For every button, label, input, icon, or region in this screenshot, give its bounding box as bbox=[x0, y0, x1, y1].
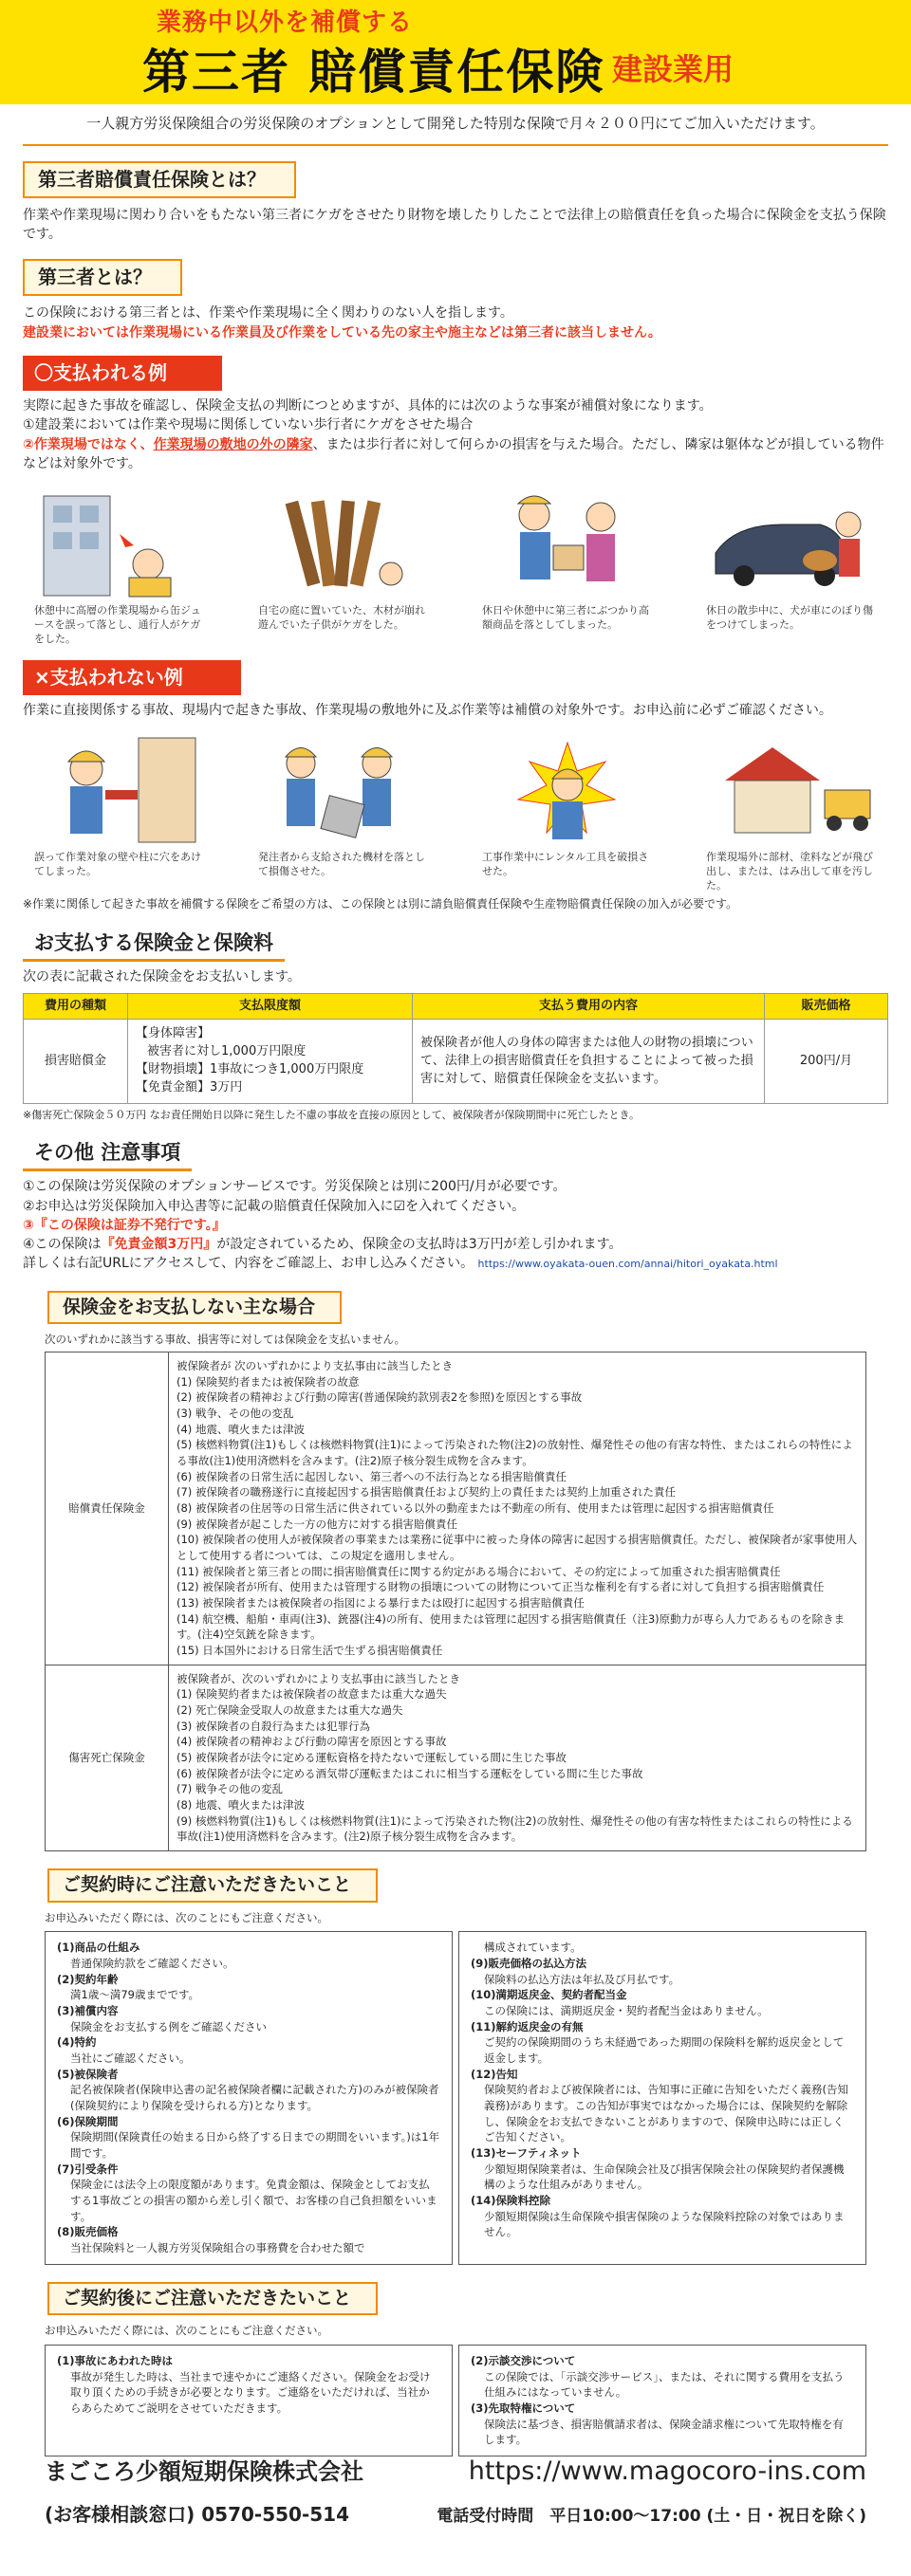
third-party-warning: 建設業においては作業現場にいる作業員及び作業をしている先の家主や施主などは第三者に該当しません。 bbox=[23, 324, 661, 340]
other-heading: その他 注意事項 bbox=[23, 1136, 192, 1171]
liability-item: (13) 被保険者または被保険者の指図による暴行または殴打に起因する損害賠償責任 bbox=[177, 1595, 585, 1610]
list-item-text: 少額短期保険業者は、生命保険会社及び損害保険会社の保険契約者保護機構のような仕組みがありません。 bbox=[484, 2162, 845, 2192]
liability-item: (3) 戦争、その他の変乱 bbox=[177, 1406, 294, 1420]
list-item-title: (13)セーフティネット bbox=[471, 2146, 582, 2161]
contract-columns bbox=[45, 1931, 866, 2264]
fees-col-type: 費用の種類 bbox=[24, 993, 128, 1020]
after-right-column bbox=[458, 2345, 866, 2456]
list-item-title: (12)告知 bbox=[471, 2067, 518, 2081]
paid-examples bbox=[0, 473, 911, 647]
list-item-title: (5)被保険者 bbox=[57, 2067, 119, 2081]
death-label: 傷害死亡保険金 bbox=[46, 1665, 169, 1850]
list-item-text: この保険では、「示談交渉サービス」、または、それに関する費用を支払う仕組みにはなっていません。 bbox=[484, 2369, 845, 2400]
death-item: (1) 保険契約者または被保険者の故意または重大な過失 bbox=[177, 1687, 447, 1702]
death-item: (7) 戦争その他の変乱 bbox=[177, 1782, 283, 1796]
after-intro: お申込みいただく際には、次のことにもご注意ください。 bbox=[45, 2324, 328, 2338]
fees-note: ※傷害死亡保険金５０万円 なお責任開始日以降に発生した不慮の事故を直接の原因として、被保険者が保険期間中に死亡したとき。 bbox=[23, 1108, 641, 1121]
exclusions-intro: 次のいずれかに該当する事故、損害等に対しては保険金を支払いません。 bbox=[45, 1333, 406, 1347]
liability-item: (9) 被保険者が起こした一方の他方に対する損害賠償責任 bbox=[177, 1517, 457, 1531]
collision-icon bbox=[482, 487, 653, 600]
death-item: (6) 被保険者が法令に定める酒気帯び運転またはこれに相当する運転をしている間に生じた事故 bbox=[177, 1766, 643, 1780]
list-item bbox=[57, 2353, 440, 2417]
contract-heading: ご契約時にご注意いただきたいこと bbox=[47, 1868, 378, 1903]
not-paid-example-1-caption: 誤って作業対象の壁や柱に穴をあけてしまった。 bbox=[34, 850, 201, 877]
death-item: (3) 被保険者の自殺行為または犯罪行為 bbox=[177, 1719, 370, 1733]
fees-intro: 次の表に記載された保険金をお支払いします。 bbox=[23, 969, 301, 985]
list-item-text: 記名被保険者(保険申込書の記名被保険者欄に記載された方)のみが被保険者(保険契約により保険を受けられる方)となります。 bbox=[70, 2083, 439, 2112]
list-item-title: (6)保険期間 bbox=[57, 2114, 119, 2128]
dropped-material-icon bbox=[258, 733, 429, 847]
list-item bbox=[471, 2401, 854, 2448]
fees-table bbox=[23, 993, 888, 1104]
other-item-3: ③『この保険は証券不発行です。』 bbox=[23, 1217, 226, 1233]
liability-cell: 被保険者が 次のいずれかにより支払事由に該当したとき (1) 保険契約者または被保険者の故意 (2) 被保険者の精神および行動の障害(普通保険約款別表2を参照)を原因とする事故 (3) 戦争、その他の変乱 (4) 地震、噴火または津波 (5) 核燃料物質(注1)もしくは核燃料物質(注1)によって汚染された物(注2)の放射性、爆発性その他の有害な特性、またはこれらの特性による事故(注1)使用済燃料を含みます。(注2)原子核分裂生成物を含みます。 (6) 被保険者の日常生活に起因しない、第三者への不法行為となる損害賠償責任 (7) 被保険者の職務遂行に直接起因する損害賠償責任および契約上の責任または契約上加重された責任 (8) 被保険者の住居等の日常生活に供されている以外の動産または不動産の所有、使用または管理に起因する損害賠償責任 (9) 被保険者が起こした一方の他方に対する損害賠償責任 (10) 被保険者の使用人が被保険者の事業または業務に従事中に被った身体の障害に起因する損害賠償責任。ただし、被保険者が家事使用人として使用する者については、この規定を適用しません。 (11) 被保険者と第三者との間に損害賠償責任に関する約定がある場合において、その約定によって加重された損害賠償責任 (12) 被保険者が所有、使用または管理する財物の損壊についての財物について正当な権利を有する者に対して負担する損害賠償責任 (13) 被保険者または被保険者の指図による暴行または殴打に起因する損害賠償責任 (14) 航空機、船舶・車両(注3)、銃器(注4)の所有、使用または管理に起因する損害賠償責任（注3)原動力が専ら人力であるものを除きます。(注4)空気銃を除きます。 (15) 日本国外における日常生活で生ずる損害賠償責任 bbox=[169, 1352, 866, 1665]
paid-example-1 bbox=[34, 487, 205, 647]
company-name: まごころ少額短期保険株式会社 bbox=[45, 2458, 363, 2485]
list-item bbox=[471, 1987, 854, 2018]
list-item bbox=[57, 2067, 440, 2114]
what-is-heading: 第三者賠償責任保険とは？ bbox=[23, 161, 296, 198]
not-paid-example-1 bbox=[34, 733, 205, 893]
not-paid-note: ※作業に関係して起きた事故を補償する保険をご希望の方は、この保険とは別に請負賠償責任保険や生産物賠償責任保険の加入が必要です。 bbox=[23, 897, 738, 911]
phone-hours: 電話受付時間 平日10:00〜17:00 (土・日・祝日を除く) bbox=[437, 2507, 866, 2527]
fees-limit-cell: 【身体障害】 被害者に対し1,000万円限度 【財物損壊】1事故につき1,000万円限度 【免責金額】3万円 bbox=[128, 1020, 413, 1103]
list-item bbox=[471, 2353, 854, 2401]
list-item-text: 保険金には法令上の限度額があります。免責金額は、保険金としてお支払する1事故ごとの損害の額から差し引く額で、お客様の自己負担額をいいます。 bbox=[70, 2178, 437, 2223]
list-item-text: 事故が発生した時は、当社まで速やかにご連絡ください。保険金をお受け取り頂くための手続きが必要となります。ご連絡をいただければ、当社からあらためてご説明をさせていただきます。 bbox=[70, 2369, 431, 2415]
other-item-2: ②お申込は労災保険加入申込書等に記載の賠償責任保険加入に☑を入れてください。 bbox=[23, 1198, 526, 1214]
list-item-text: 保険金をお支払する例をご確認ください bbox=[70, 2019, 267, 2033]
not-paid-example-4 bbox=[706, 733, 877, 893]
list-item bbox=[57, 2162, 440, 2225]
list-item-title: (8)販売価格 bbox=[57, 2225, 119, 2239]
liability-item: (8) 被保険者の住居等の日常生活に供されている以外の動産または不動産の所有、使用または管理に起因する損害賠償責任 bbox=[177, 1500, 774, 1515]
not-paid-example-3 bbox=[482, 733, 653, 893]
list-item-text: 少額短期保険は生命保険や損害保険のような保険料控除の対象ではありません。 bbox=[484, 2209, 845, 2239]
death-item: (2) 死亡保険金受取人の故意または重大な過失 bbox=[177, 1703, 403, 1718]
paid-item-1: ①建設業においては作業や現場に関係していない歩行者にケガをさせた場合 bbox=[23, 417, 474, 433]
fees-content-cell: 被保険者が他人の身体の障害または他人の財物の損壊について、法律上の損害賠償責任を負担することによって被った損害に対して、賠償責任保険金を支払います。 bbox=[413, 1020, 765, 1103]
liability-item: (7) 被保険者の職務遂行に直接起因する損害賠償責任および契約上の責任または契約上加重された責任 bbox=[177, 1485, 676, 1500]
not-paid-example-2-caption: 発注者から支給された機材を落として損傷させた。 bbox=[258, 850, 425, 877]
list-item-text: 保険期間(保険責任の始まる日から終了する日までの期間をいいます。)は1年間です。 bbox=[70, 2130, 440, 2161]
list-item bbox=[57, 1940, 440, 1971]
list-item bbox=[471, 2193, 854, 2240]
list-item-title: (3)補償内容 bbox=[57, 2003, 119, 2017]
paid-example-2-caption: 自宅の庭に置いていた、木材が崩れ遊んでいた子供がケガをした。 bbox=[258, 604, 425, 631]
not-paid-examples bbox=[0, 720, 911, 893]
liability-item: (4) 地震、噴火または津波 bbox=[177, 1422, 305, 1436]
after-heading: ご契約後にご注意いただきたいこと bbox=[47, 2282, 378, 2316]
list-item bbox=[57, 2114, 440, 2162]
list-item-title: (2)示談交渉について bbox=[471, 2353, 576, 2367]
list-item-title: (1)事故にあわれた時は bbox=[57, 2353, 174, 2367]
list-item-title: (1)商品の仕組み bbox=[57, 1941, 140, 1955]
liability-item: (5) 核燃料物質(注1)もしくは核燃料物質(注1)によって汚染された物(注2)の放射性、爆発性その他の有害な特性、またはこれらの特性による事故(注1)使用済燃料を含みます。(注2)原子核分裂生成物を含みます。 bbox=[177, 1438, 853, 1467]
footer bbox=[0, 2453, 911, 2529]
splash-car-icon bbox=[706, 733, 877, 847]
death-list bbox=[177, 1686, 858, 1845]
exclusions-heading: 保険金をお支払しない主な場合 bbox=[47, 1291, 342, 1325]
list-item-text: 保険法に基づき、損害賠償請求者は、保険金請求権について先取特権を有します。 bbox=[484, 2417, 844, 2447]
death-item: (5) 被保険者が法令に定める運転資格を持たないで運転している間に生じた事故 bbox=[177, 1751, 567, 1765]
death-item: (8) 地震、噴火または津波 bbox=[177, 1798, 305, 1812]
paid-example-2 bbox=[258, 487, 429, 647]
list-item-text: 保険料の払込方法は年払及び月払です。 bbox=[484, 1972, 680, 1986]
list-item-text: 当社にご確認ください。 bbox=[70, 2051, 191, 2065]
fees-col-content: 支払う費用の内容 bbox=[413, 993, 765, 1020]
list-item-title: (11)解約返戻金の有無 bbox=[471, 2019, 584, 2033]
liability-item: (6) 被保険者の日常生活に起因しない、第三者への不法行為となる損害賠償責任 bbox=[177, 1469, 567, 1483]
liability-list bbox=[177, 1374, 858, 1659]
header-subtitle: 業務中以外を補償する bbox=[157, 9, 414, 37]
other-item-5: 詳しくは右記URLにアクセスして、内容をご確認上、お申し込みください。 https://www.oyakata-ouen.com/annai/hitori_oyakata.html bbox=[23, 1256, 778, 1272]
dog-car-icon bbox=[706, 487, 877, 600]
death-cell: 被保険者が、次のいずれかにより支払事由に該当したとき (1) 保険契約者または被保険者の故意または重大な過失 (2) 死亡保険金受取人の故意または重大な過失 (3) 被保険者の自殺行為または犯罪行為 (4) 被保険者の精神および行動の障害を原因とする事故 (5) 被保険者が法令に定める運転資格を持たないで運転している間に生じた事故 (6) 被保険者が法令に定める酒気帯び運転またはこれに相当する運転をしている間に生じた事故 (7) 戦争その他の変乱 (8) 地震、噴火または津波 (9) 核燃料物質(注1)もしくは核燃料物質(注1)によって汚染された物(注2)の放射性、爆発性その他の有害な特性またはこれらの特性による事故(注1)使用済燃料を含みます。(注2)原子核分裂生成物を含みます。 bbox=[169, 1665, 866, 1850]
list-item-text: 構成されています。 bbox=[484, 1941, 582, 1955]
what-is-body: 作業や作業現場に関わり合いをもたない第三者にケガをさせたり財物を壊したりしたことで法律上の賠償責任を負った場合に保険金を支払う保険です。 bbox=[23, 207, 886, 243]
list-item-text: この保険には、満期返戻金・契約者配当金はありません。 bbox=[484, 2003, 769, 2017]
broken-tool-icon bbox=[482, 733, 653, 847]
list-item bbox=[471, 2145, 854, 2193]
paid-example-1-caption: 休憩中に高層の作業現場から缶ジュースを誤って落とし、通行人がケガをした。 bbox=[34, 604, 201, 645]
list-item-text: ご契約の保険期間のうち未経過であった期間の保険料を解約返戻金として返金します。 bbox=[484, 2035, 845, 2065]
liability-label: 賠償責任保険金 bbox=[46, 1352, 169, 1665]
list-item-text: 保険契約者および被保険者には、告知事に正確に告知をいただく義務(告知義務)があります。この告知が事実ではなかった場合には、保険契約を解除し、保険金をお支払できないことがありますので、保険申込時には正しくご告知ください。 bbox=[484, 2083, 848, 2144]
liability-item: (1) 保険契約者または被保険者の故意 bbox=[177, 1374, 360, 1389]
list-item-text: 普通保険約款をご確認ください。 bbox=[70, 1956, 234, 1970]
exclusions-table bbox=[45, 1352, 866, 1851]
other-item-1: ①この保険は労災保険のオプションサービスです。労災保険とは別に200円/月が必要です。 bbox=[23, 1179, 567, 1195]
wall-drill-icon bbox=[34, 733, 205, 847]
list-item bbox=[57, 2034, 440, 2066]
liability-item: (10) 被保険者の使用人が被保険者の事業または業務に従事中に被った身体の障害に起因する損害賠償責任。ただし、被保険者が家事使用人として使用する者については、この規定を適用しません。 bbox=[177, 1533, 858, 1562]
paid-example-4-caption: 休日の散歩中に、犬が車にのぼり傷をつけてしまった。 bbox=[706, 604, 873, 631]
list-item bbox=[471, 2019, 854, 2067]
info-link[interactable]: https://www.oyakata-ouen.com/annai/hitori_oyakata.html bbox=[477, 1258, 778, 1271]
paid-item-2: ②作業現場ではなく、作業現場の敷地の外の隣家、または歩行者に対して何らかの損害を与えた場合。ただし、隣家は躯体などが損している物件などは対象外です。 bbox=[23, 436, 884, 471]
list-item bbox=[57, 2003, 440, 2034]
fees-col-price: 販売価格 bbox=[765, 993, 888, 1020]
lead-text: 一人親方労災保険組合の労災保険のオプションとして開発した特別な保険で月々２００円にてご加入いただけます。 bbox=[86, 115, 825, 132]
fees-type-cell: 損害賠償金 bbox=[24, 1020, 128, 1103]
death-item: (4) 被保険者の精神および行動の障害を原因とする事故 bbox=[177, 1735, 447, 1749]
liability-item: (11) 被保険者と第三者との間に損害賠償責任に関する約定がある場合において、その約定によって加重された損害賠償責任 bbox=[177, 1564, 781, 1578]
table-row bbox=[46, 1665, 866, 1850]
after-left-column bbox=[45, 2345, 453, 2456]
fees-heading: お支払する保険金と保険料 bbox=[23, 927, 285, 962]
third-party-body: この保険における第三者とは、作業や作業現場に全く関わりのない人を指します。 bbox=[23, 305, 513, 322]
list-item bbox=[471, 1956, 854, 1987]
list-item-title: (4)特約 bbox=[57, 2035, 97, 2050]
fees-col-limit: 支払限度額 bbox=[128, 993, 413, 1020]
death-item: (9) 核燃料物質(注1)もしくは核燃料物質(注1)によって汚染された物(注2)の放射性、爆発性その他の有害な特性またはこれらの特性による事故(注1)使用済燃料を含みます。(注2)原子核分裂生成物を含みます。 bbox=[177, 1813, 853, 1844]
header-title: 第三者 賠償責任保険 bbox=[142, 45, 605, 100]
list-item-text: 満1歳〜満79歳までです。 bbox=[70, 1988, 200, 2002]
third-party-heading: 第三者とは？ bbox=[23, 259, 182, 296]
liability-item: (14) 航空機、船舶・車両(注3)、銃器(注4)の所有、使用または管理に起因する損害賠償責任（注3)原動力が専ら人力であるものを除きます。(注4)空気銃を除きます。 bbox=[177, 1611, 846, 1642]
not-paid-example-4-caption: 作業現場外に部材、塗料などが飛び出し、または、はみ出して車を汚した。 bbox=[706, 850, 873, 892]
paid-example-3 bbox=[482, 487, 653, 647]
fees-table-header bbox=[24, 993, 888, 1020]
table-row bbox=[24, 1020, 888, 1103]
list-item bbox=[57, 1972, 440, 2003]
list-item-title: (7)引受条件 bbox=[57, 2162, 119, 2176]
list-item bbox=[471, 1940, 854, 1956]
paid-examples-bar: 〇支払われる例 bbox=[23, 356, 222, 391]
table-row bbox=[46, 1352, 866, 1665]
after-columns bbox=[45, 2345, 866, 2456]
list-item bbox=[57, 2224, 440, 2255]
fees-price-cell: 200円/月 bbox=[765, 1020, 888, 1103]
not-paid-example-2 bbox=[258, 733, 429, 893]
list-item-title: (14)保険料控除 bbox=[471, 2194, 551, 2208]
liability-item: (15) 日本国外における日常生活で生ずる損害賠償責任 bbox=[177, 1644, 443, 1657]
header-tag: 建設業用 bbox=[612, 51, 734, 87]
paid-body: 実際に起きた事故を確認し、保険金支払の判断につとめますが、具体的には次のような事案が補償対象になります。 bbox=[23, 397, 713, 414]
header-banner bbox=[0, 0, 911, 104]
not-paid-example-3-caption: 工事作業中にレンタル工具を破損させた。 bbox=[482, 850, 649, 877]
fallen-lumber-icon bbox=[258, 487, 429, 600]
not-paid-examples-bar: ×支払われない例 bbox=[23, 660, 241, 695]
contract-left-column bbox=[45, 1931, 453, 2264]
other-item-4: ④この保険は『免責金額3万円』が設定されているため、保険金の支払時は3万円が差し引かれます。 bbox=[23, 1237, 623, 1253]
list-item-title: (9)販売価格の払込方法 bbox=[471, 1956, 587, 1970]
broken-window-icon bbox=[34, 487, 205, 600]
liability-item: (12) 被保険者が所有、使用または管理する財物の損壊についての財物について正当な権利を有する者に対して負担する損害賠償責任 bbox=[177, 1580, 825, 1594]
paid-example-4 bbox=[706, 487, 877, 647]
list-item bbox=[471, 2067, 854, 2145]
contract-intro: お申込みいただく際には、次のことにもご注意ください。 bbox=[45, 1910, 328, 1924]
not-paid-body: 作業に直接関係する事故、現場内で起きた事故、作業現場の敷地外に及ぶ作業等は補償の対象外です。お申込前に必ずご確認ください。 bbox=[23, 702, 832, 718]
contract-right-column bbox=[458, 1931, 866, 2264]
list-item-text: 当社保険料と一人親方労災保険組合の事務費を合わせた額で bbox=[70, 2241, 365, 2255]
phone-number[interactable]: (お客様相談窓口) 0570-550-514 bbox=[45, 2503, 350, 2527]
list-item-title: (2)契約年齢 bbox=[57, 1972, 119, 1986]
liability-item: (2) 被保険者の精神および行動の障害(普通保険約款別表2を参照)を原因とする事故 bbox=[177, 1390, 583, 1405]
company-url[interactable]: https://www.magocoro-ins.com bbox=[468, 2456, 866, 2486]
paid-example-3-caption: 休日や休憩中に第三者にぶつかり高額商品を落としてしまった。 bbox=[482, 604, 649, 631]
list-item-title: (3)先取特権について bbox=[471, 2401, 576, 2415]
list-item-title: (10)満期返戻金、契約者配当金 bbox=[471, 1988, 627, 2002]
